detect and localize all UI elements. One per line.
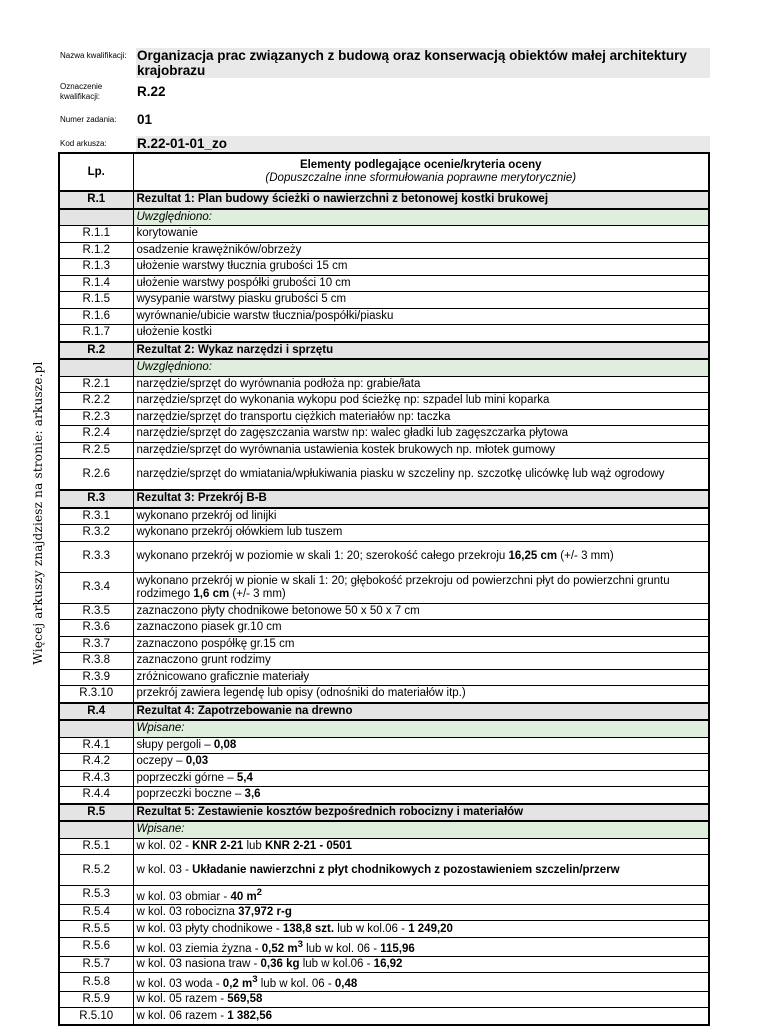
row-lp-cell: R.5.2 [59,855,133,886]
section-row [59,490,709,508]
row-text-cell: w kol. 05 razem - 569,58 [133,991,709,1008]
column-criteria-header [133,153,709,191]
criteria-row [59,242,709,259]
criteria-row [59,956,709,973]
row-text-cell: wysypanie warstwy piasku grubości 5 cm [133,292,709,309]
criteria-row [59,442,709,459]
row-lp-cell: R.3.5 [59,603,133,620]
row-lp-cell [59,359,133,376]
row-text-cell: Rezultat 5: Zestawienie kosztów bezpośrednich robocizny i materiałów [133,804,709,822]
row-lp-cell: R.1.4 [59,275,133,292]
row-text-cell: zaznaczono pospółkę gr.15 cm [133,636,709,653]
row-lp-cell: R.1.6 [59,308,133,325]
section-row [59,342,709,360]
criteria-row [59,572,709,603]
qualification-code-row [58,82,710,104]
criteria-row [59,855,709,886]
row-lp-cell: R.5.6 [59,937,133,956]
criteria-row [59,620,709,637]
row-text-cell: wykonano przekrój ołówkiem lub tuszem [133,525,709,542]
criteria-row [59,393,709,410]
criteria-row [59,275,709,292]
row-lp-cell: R.5.5 [59,921,133,938]
criteria-row [59,737,709,754]
criteria-row [59,770,709,787]
row-lp-cell: R.3.7 [59,636,133,653]
row-text-cell: zaznaczono piasek gr.10 cm [133,620,709,637]
row-text-cell: Rezultat 2: Wykaz narzędzi i sprzętu [133,342,709,360]
row-lp-cell: R.5.10 [59,1008,133,1025]
criteria-row [59,541,709,572]
row-lp-cell: R.1 [59,191,133,209]
row-text-cell: w kol. 03 - Układanie nawierzchni z płyt chodnikowych z pozostawieniem szczelin/przerw [133,855,709,886]
row-lp-cell: R.1.5 [59,292,133,309]
row-lp-cell: R.3.6 [59,620,133,637]
row-lp-cell: R.2.3 [59,409,133,426]
criteria-row [59,787,709,804]
criteria-row [59,937,709,956]
row-text-cell: Rezultat 3: Przekrój B-B [133,490,709,508]
row-text-cell: w kol. 03 woda - 0,2 $m^3$ lub w kol. 06 - 0,48 [133,973,709,992]
column-lp-header: Lp. [59,153,133,191]
section-row [59,804,709,822]
row-text-cell: przekrój zawiera legendę lub opisy (odnośniki do materiałów itp.) [133,686,709,703]
criteria-row [59,325,709,342]
criteria-row [59,653,709,670]
row-lp-cell: R.3.4 [59,572,133,603]
row-lp-cell: R.2.5 [59,442,133,459]
column-criteria-title: Elementy podlegające ocenie/kryteria oceny [299,159,542,171]
criteria-row [59,838,709,855]
side-watermark-text: Więcej arkuszy znajdziesz na stronie: arkusze.pl [31,361,45,665]
criteria-row [59,459,709,491]
row-lp-cell: R.1.7 [59,325,133,342]
row-lp-cell: R.5.1 [59,838,133,855]
row-text-cell: w kol. 03 obmiar - 40 $m^2$ [133,886,709,905]
row-text-cell: ułożenie warstwy pospółki grubości 10 cm [133,275,709,292]
criteria-row [59,991,709,1008]
qualification-name-row [58,48,710,78]
row-text-cell: narzędzie/sprzęt do wyrównania ustawienia kostek brukowych np. młotek gumowy [133,442,709,459]
row-text-cell: poprzeczki górne – 5,4 [133,770,709,787]
criteria-row [59,686,709,703]
criteria-row [59,603,709,620]
criteria-row [59,226,709,243]
criteria-row [59,1008,709,1025]
row-text-cell: w kol. 03 płyty chodnikowe - 138,8 szt. lub w kol.06 - 1 249,20 [133,921,709,938]
assessment-criteria-table [58,152,710,1026]
row-text-cell: wykonano przekrój od linijki [133,508,709,525]
criteria-row [59,508,709,525]
row-text-cell: ułożenie warstwy tłucznia grubości 15 cm [133,259,709,276]
row-lp-cell: R.2.6 [59,459,133,491]
row-text-cell: w kol. 03 nasiona traw - 0,36 kg lub w kol.06 - 16,92 [133,956,709,973]
row-text-cell: słupy pergoli – 0,08 [133,737,709,754]
row-text-cell: Rezultat 1: Plan budowy ścieżki o nawierzchni z betonowej kostki brukowej [133,191,709,209]
row-text-cell: wykonano przekrój w pionie w skali 1: 20; głębokość przekroju od powierzchni płyt do powierzchni gruntu rodzimego 1,6 cm (+/- 3 mm) [133,572,709,603]
row-text-cell: zaznaczono grunt rodzimy [133,653,709,670]
note-row [59,821,709,838]
row-lp-cell: R.4.2 [59,754,133,771]
row-lp-cell: R.4.1 [59,737,133,754]
row-lp-cell: R.4.4 [59,787,133,804]
criteria-row [59,754,709,771]
row-text-cell: narzędzie/sprzęt do wykonania wykopu pod ścieżkę np: szpadel lub mini koparka [133,393,709,410]
row-text-cell: poprzeczki boczne – 3,6 [133,787,709,804]
row-lp-cell: R.5.7 [59,956,133,973]
note-row [59,359,709,376]
row-lp-cell: R.1.1 [59,226,133,243]
row-text-cell: zróżnicowano graficznie materiały [133,669,709,686]
task-number-value: 01 [136,112,710,129]
qualification-code-value: R.22 [136,84,710,101]
section-row [59,191,709,209]
qualification-name-value: Organizacja prac związanych z budową oraz konserwacją obiektów małej architektury krajobrazu [136,48,710,78]
row-text-cell: narzędzie/sprzęt do wmiatania/wpłukiwania piasku w szczeliny np. szczotkę ulicówkę lub wąż ogrodowy [133,459,709,491]
sheet-code-label: Kod arkusza: [60,139,107,148]
row-lp-cell: R.3 [59,490,133,508]
criteria-row [59,669,709,686]
row-lp-cell [59,821,133,838]
side-watermark [26,361,50,665]
sheet-code-value: R.22-01-01_zo [136,136,710,152]
row-lp-cell: R.3.3 [59,541,133,572]
note-row [59,209,709,226]
row-text-cell: ułożenie kostki [133,325,709,342]
row-lp-cell: R.5.9 [59,991,133,1008]
row-text-cell: w kol. 03 ziemia żyzna - 0,52 $m^3$ lub w kol. 06 - 115,96 [133,937,709,956]
row-text-cell: Wpisane: [133,821,709,838]
row-lp-cell: R.3.2 [59,525,133,542]
criteria-row [59,409,709,426]
row-text-cell: wykonano przekrój w poziomie w skali 1: 20; szerokość całego przekroju 16,25 cm (+/- 3 mm) [133,541,709,572]
criteria-table-body [59,153,709,1025]
row-lp-cell: R.3.10 [59,686,133,703]
row-text-cell: Uwzględniono: [133,209,709,226]
row-lp-cell: R.1.2 [59,242,133,259]
row-text-cell: Rezultat 4: Zapotrzebowanie na drewno [133,703,709,721]
criteria-row [59,973,709,992]
criteria-row [59,636,709,653]
row-lp-cell: R.2 [59,342,133,360]
section-row [59,703,709,721]
row-text-cell: oczepy – 0,03 [133,754,709,771]
row-lp-cell: R.2.1 [59,376,133,393]
row-text-cell: narzędzie/sprzęt do wyrównania podłoża np: grabie/łata [133,376,709,393]
note-row [59,720,709,737]
task-number-label: Numer zadania: [60,115,117,124]
row-lp-cell: R.5.8 [59,973,133,992]
row-text-cell: wyrównanie/ubicie warstw tłucznia/pospółki/piasku [133,308,709,325]
row-lp-cell [59,720,133,737]
qualification-name-label: Nazwa kwalifikacji: [60,51,127,60]
criteria-row [59,886,709,905]
column-criteria-subtitle: (Dopuszczalne inne sformułowania poprawne merytorycznie) [265,172,577,184]
row-text-cell: Wpisane: [133,720,709,737]
criteria-row [59,259,709,276]
criteria-row [59,376,709,393]
row-lp-cell: R.2.4 [59,426,133,443]
criteria-row [59,426,709,443]
criteria-row [59,904,709,921]
row-text-cell: w kol. 02 - KNR 2-21 lub KNR 2-21 - 0501 [133,838,709,855]
row-lp-cell: R.4.3 [59,770,133,787]
criteria-row [59,921,709,938]
row-text-cell: w kol. 06 razem - 1 382,56 [133,1008,709,1025]
row-lp-cell: R.4 [59,703,133,721]
row-lp-cell: R.1.3 [59,259,133,276]
row-text-cell: narzędzie/sprzęt do transportu ciężkich materiałów np: taczka [133,409,709,426]
row-lp-cell: R.3.8 [59,653,133,670]
sheet-code-row [58,135,710,152]
row-text-cell: korytowanie [133,226,709,243]
row-lp-cell: R.5 [59,804,133,822]
task-number-row [58,112,710,129]
row-lp-cell [59,209,133,226]
row-text-cell: w kol. 03 robocizna 37,972 r-g [133,904,709,921]
row-text-cell: narzędzie/sprzęt do zagęszczania warstw np: walec gładki lub zagęszczarka płytowa [133,426,709,443]
row-lp-cell: R.5.3 [59,886,133,905]
row-text-cell: osadzenie krawężników/obrzeży [133,242,709,259]
row-lp-cell: R.3.1 [59,508,133,525]
row-lp-cell: R.3.9 [59,669,133,686]
row-text-cell: Uwzględniono: [133,359,709,376]
row-lp-cell: R.5.4 [59,904,133,921]
criteria-row [59,292,709,309]
criteria-row [59,525,709,542]
row-lp-cell: R.2.2 [59,393,133,410]
qualification-code-label: Oznaczenie kwalifikacji: [60,82,103,101]
row-text-cell: zaznaczono płyty chodnikowe betonowe 50 x 50 x 7 cm [133,603,709,620]
table-header-row [59,153,709,191]
criteria-row [59,308,709,325]
